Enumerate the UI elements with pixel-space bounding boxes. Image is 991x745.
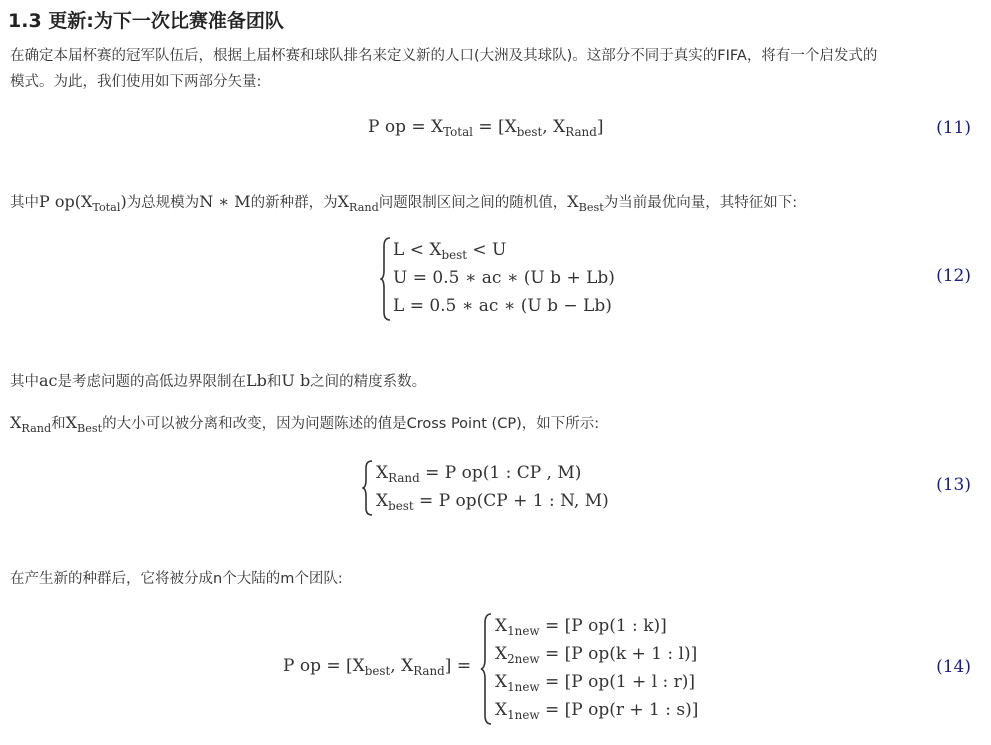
p3-text-3: 和 — [266, 374, 282, 390]
p4-math-xrand — [10, 413, 52, 435]
eq12-line-2: U = 0.5 ∗ ac ∗ (U b + Lb) — [393, 268, 615, 288]
definition-paragraph — [10, 189, 797, 216]
p2-text-3: 的新种群，为 — [250, 195, 338, 211]
eq14-line-4 — [495, 696, 698, 724]
p2-math-xbest — [567, 192, 604, 214]
eq11-lhs-sub: Total — [443, 125, 473, 140]
eq14-lhs-sub-best: best — [364, 664, 391, 679]
p2-math-pop — [39, 192, 127, 214]
eq14-line4-a: X — [495, 700, 508, 720]
p2-text-1: 其中 — [10, 195, 39, 211]
eq14-lhs-sub-rand: Rand — [413, 664, 445, 679]
eq11-end: ] — [596, 117, 604, 137]
p4-text-2: 的大小可以被分离和改变，因为问题陈述的值是Cross Point (CP)，如下所示: — [102, 416, 600, 432]
eq14-line2-a: X — [495, 644, 508, 664]
p2-math-nm: N ∗ M — [199, 192, 251, 211]
eq14-line-1 — [495, 612, 698, 640]
equation-11 — [368, 117, 604, 140]
intro-line-1: 在确定本届杯赛的冠军队伍后，根据上届杯赛和球队排名来定义新的人口(大洲及其球队)。这部分不同于真实的FIFA，将有一个启发式的 — [10, 48, 878, 64]
p4-math-xrand-sub: Rand — [21, 421, 52, 435]
eq13-line2-b: = P op(CP + 1 : N, M) — [413, 491, 609, 511]
eq12-line1-sub: best — [441, 248, 467, 263]
p3-math-lb: Lb — [246, 371, 267, 390]
eq14-lhs-a: P op = [X — [283, 656, 365, 676]
equation-number-12: (12) — [936, 266, 971, 286]
intro-line-2: 模式。为此，我们使用如下两部分矢量: — [10, 74, 262, 90]
p2-math-pop-base: P op(X — [39, 192, 93, 211]
p2-math-pop-sub: Total — [92, 200, 121, 214]
left-brace-icon — [362, 459, 374, 517]
p2-text-4: 问题限制区间之间的随机值， — [378, 195, 568, 211]
eq14-line1-b: = [P op(1 : k)] — [539, 616, 667, 636]
p4-math-xbest — [65, 413, 103, 435]
p3-text-2: 是考虑问题的高低边界限制在 — [57, 374, 246, 390]
p2-text-2: 为总规模为 — [126, 195, 200, 211]
p2-text-5: 为当前最优向量，其特征如下: — [603, 195, 798, 211]
eq14-line1-sub: 1new — [507, 624, 540, 639]
p4-math-xrand-base: X — [10, 413, 22, 432]
p4-text-1: 和 — [51, 416, 66, 432]
eq13-line2-a: X — [376, 491, 389, 511]
p3-text-1: 其中 — [10, 374, 39, 390]
p3-text-4: 之间的精度系数。 — [310, 374, 427, 390]
eq13-line-1 — [376, 459, 609, 487]
equation-13 — [362, 459, 662, 517]
equation-number-13: (13) — [936, 475, 971, 495]
section-heading: 1.3 更新:为下一次比赛准备团队 — [8, 10, 284, 32]
p2-math-xbest-base: X — [567, 192, 579, 211]
eq14-line3-a: X — [495, 672, 508, 692]
p2-math-xrand — [337, 192, 379, 214]
eq14-line3-sub: 1new — [507, 680, 540, 695]
eq12-line1-a: L < X — [393, 240, 442, 260]
crosspoint-paragraph — [10, 410, 599, 437]
eq14-line2-b: = [P op(k + 1 : l)] — [539, 644, 698, 664]
eq13-line1-sub: Rand — [388, 471, 420, 486]
eq14-lhs-b: , X — [390, 656, 414, 676]
eq14-line4-sub: 1new — [507, 708, 540, 723]
p2-math-xrand-base: X — [337, 192, 350, 211]
p3-math-ac: ac — [39, 371, 58, 390]
p2-math-xbest-sub: Best — [578, 200, 604, 214]
left-brace-icon — [380, 236, 392, 322]
eq14-line3-b: = [P op(1 + l : r)] — [539, 672, 696, 692]
eq14-lhs-c: ] = — [444, 656, 472, 676]
eq13-line1-a: X — [376, 463, 389, 483]
eq13-line1-b: = P op(1 : CP , M) — [419, 463, 582, 483]
eq14-line-2 — [495, 640, 698, 668]
p4-math-xbest-sub: Best — [77, 421, 103, 435]
eq12-line-1 — [393, 236, 615, 264]
p2-math-pop-end: ) — [120, 192, 127, 211]
eq14-line-3 — [495, 668, 698, 696]
equation-number-14: (14) — [936, 657, 971, 677]
intro-paragraph — [10, 43, 877, 95]
eq11-lhs: P op = X — [368, 117, 444, 137]
eq13-line-2 — [376, 487, 609, 515]
p3-math-ub: U b — [281, 371, 311, 390]
equation-14-lhs — [283, 656, 472, 679]
eq12-line-3: L = 0.5 ∗ ac ∗ (U b − Lb) — [393, 296, 612, 316]
eq11-sub-best: best — [516, 125, 543, 140]
p2-math-xrand-sub: Rand — [349, 200, 379, 214]
eq12-line1-b: < U — [466, 240, 507, 260]
eq13-line2-sub: best — [388, 499, 414, 514]
population-split-paragraph: 在产生新的种群后，它将被分成n个大陆的m个团队: — [10, 571, 343, 587]
eq14-line2-sub: 2new — [507, 652, 540, 667]
equation-number-11: (11) — [936, 118, 971, 138]
equation-14 — [480, 612, 720, 726]
coefficient-paragraph — [10, 368, 426, 395]
eq11-sub-rand: Rand — [565, 125, 597, 140]
eq14-line1-a: X — [495, 616, 508, 636]
eq11-mid: = [X — [472, 117, 517, 137]
eq14-line4-b: = [P op(r + 1 : s)] — [539, 700, 699, 720]
left-brace-icon — [480, 612, 493, 726]
p4-math-xbest-base: X — [65, 413, 77, 432]
equation-12 — [380, 236, 640, 322]
eq11-comma: , X — [542, 117, 566, 137]
